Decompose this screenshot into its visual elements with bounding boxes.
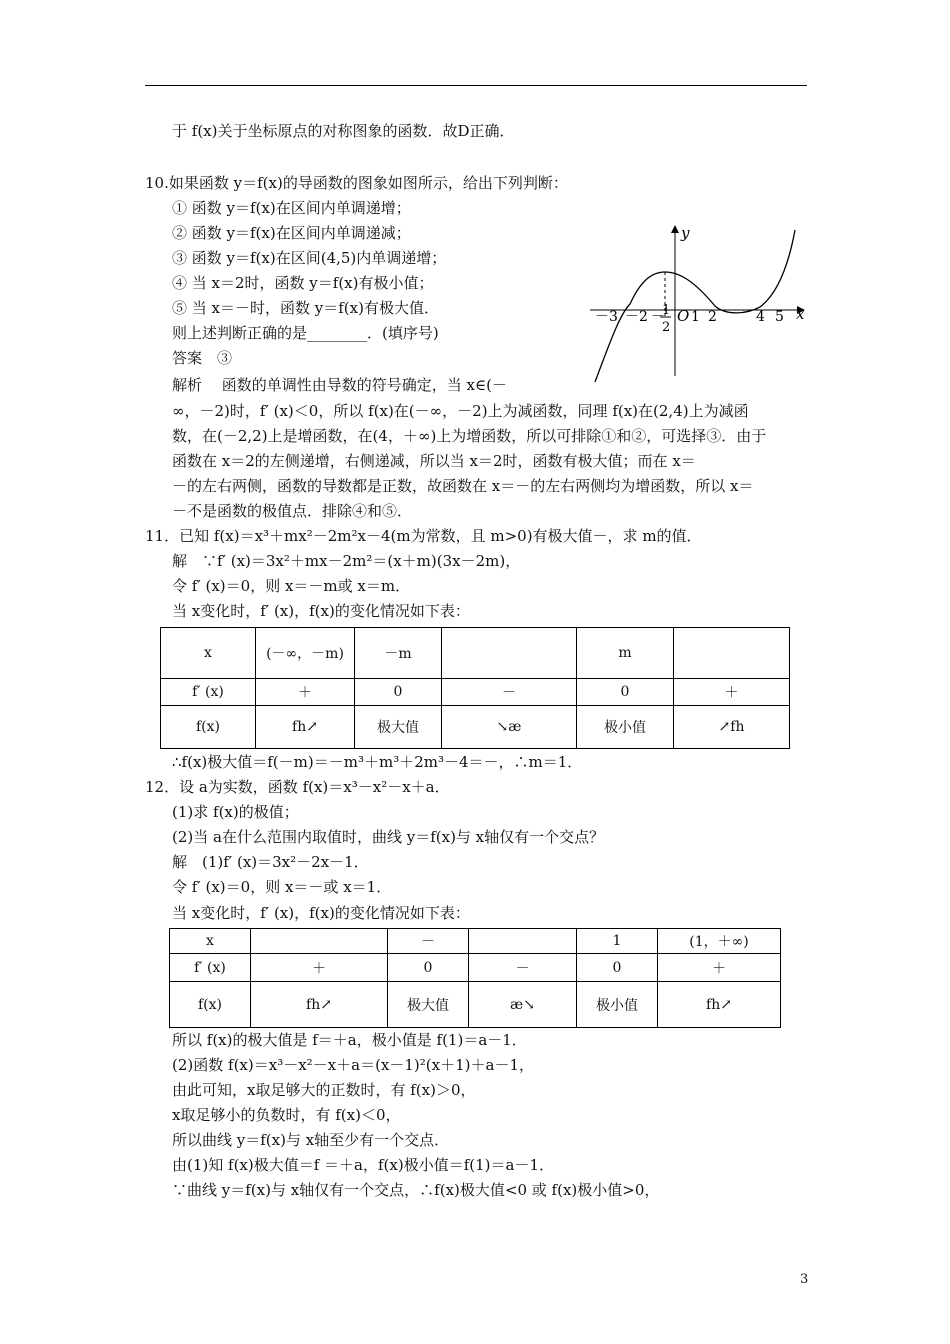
table-cell: 极大值 (388, 982, 469, 1028)
table-cell: 0 (388, 954, 469, 982)
text-line: 由(1)知 f(x)极大值＝f ＝＋a，f(x)极小值＝f(1)＝a－1． (172, 1156, 554, 1174)
text-line: ④ 当 x＝2时，函数 y＝f(x)有极小值； (172, 274, 434, 292)
table-cell: f(x) (170, 982, 251, 1028)
table-cell: ＋ (674, 679, 790, 706)
table-cell: － (442, 679, 577, 706)
table-cell: 0 (355, 679, 442, 706)
text-line: 解 ∵f′ (x)＝3x²＋mx－2m²＝(x＋m)(3x－2m)， (172, 552, 521, 570)
table-cell: fh↗ (658, 982, 781, 1028)
table-cell: f′ (x) (170, 954, 251, 982)
text-line: 于 f(x)关于坐标原点的对称图象的函数．故D正确． (172, 122, 515, 140)
problem-11-title: 11．已知 f(x)＝x³＋mx²－2m²x－4(m为常数，且 m>0)有极大值－，求 m的值． (145, 527, 702, 545)
text-line: 当 x变化时，f′ (x)，f(x)的变化情况如下表： (172, 904, 470, 922)
text-line: 所以 f(x)的极大值是 f＝＋a，极小值是 f(1)＝a－1． (172, 1031, 527, 1049)
tick-label: 2 (708, 309, 717, 325)
table-cell: － (388, 929, 469, 954)
table-cell: 1 (577, 929, 658, 954)
table-cell: 极小值 (577, 982, 658, 1028)
text-line: 令 f′ (x)＝0，则 x＝－m或 x＝m． (172, 577, 411, 595)
tick-label: 4 (756, 309, 765, 325)
table-cell: fh↗ (251, 982, 388, 1028)
text-line: ∴f(x)极大值＝f(－m)＝－m³＋m³＋2m³－4＝－，∴m＝1． (172, 753, 583, 771)
problem-10-title: 10.如果函数 y＝f(x)的导函数的图象如图所示，给出下列判断： (145, 174, 568, 192)
text-line: 当 x变化时，f′ (x)，f(x)的变化情况如下表： (172, 602, 470, 620)
y-label: y (681, 224, 690, 242)
page-number: 3 (800, 1272, 809, 1287)
header-rule (145, 85, 807, 86)
text-line: 令 f′ (x)＝0，则 x＝－或 x＝1． (172, 878, 392, 896)
table-cell (674, 628, 790, 679)
text-line: ② 函数 y＝f(x)在区间内单调递减； (172, 224, 411, 242)
text-line: ∵曲线 y＝f(x)与 x轴仅有一个交点，∴f(x)极大值<0 或 f(x)极小值>0， (172, 1181, 660, 1199)
text-line: (2)当 a在什么范围内取值时，曲线 y＝f(x)与 x轴仅有一个交点？ (172, 828, 605, 846)
text-line: x取足够小的负数时，有 f(x)＜0， (172, 1106, 401, 1124)
text-line: －的左右两侧，函数的导数都是正数，故函数在 x＝－的左右两侧均为增函数，所以 x＝ (172, 477, 754, 495)
tick-label: 2 (662, 320, 671, 335)
tick-label: －2 (625, 309, 648, 325)
table-cell: －m (355, 628, 442, 679)
problem-12-title: 12．设 a为实数，函数 f(x)＝x³－x²－x＋a． (145, 778, 450, 796)
text-line: －不是函数的极值点．排除④和⑤． (172, 502, 413, 520)
text-line: (2)函数 f(x)＝x³－x²－x＋a＝(x－1)²(x＋1)＋a－1， (172, 1056, 534, 1074)
x-label: x (796, 305, 805, 323)
text-line: 由此可知，x取足够大的正数时，有 f(x)＞0， (172, 1081, 476, 1099)
tick-label: － (651, 309, 665, 325)
text-line: ③ 函数 y＝f(x)在区间(4,5)内单调递增； (172, 249, 447, 267)
table-cell: x (170, 929, 251, 954)
table-cell: fh↗ (256, 706, 355, 749)
text-line: 函数在 x＝2的左侧递增，右侧递减，所以当 x＝2时，函数有极大值；而在 x＝ (172, 452, 696, 470)
table-cell: æ↘ (469, 982, 577, 1028)
table-cell: 极小值 (577, 706, 674, 749)
y-axis-arrow (671, 225, 679, 233)
text-line: 所以曲线 y＝f(x)与 x轴至少有一个交点． (172, 1131, 450, 1149)
table-cell: x (161, 628, 256, 679)
table-cell: ↗fh (674, 706, 790, 749)
table-cell: 0 (577, 954, 658, 982)
table-cell: f(x) (161, 706, 256, 749)
text-line: ① 函数 y＝f(x)在区间内单调递增； (172, 199, 411, 217)
table-cell: f′ (x) (161, 679, 256, 706)
table-cell (442, 628, 577, 679)
origin-label: O (677, 307, 690, 325)
table-cell: m (577, 628, 674, 679)
text-line: 解析 函数的单调性由导数的符号确定，当 x∈(－ (172, 376, 507, 394)
tick-label: 5 (775, 309, 784, 325)
answer-line: 答案 ③ (172, 349, 233, 367)
tick-label: 1 (691, 309, 700, 325)
tick-label: 1 (662, 303, 671, 318)
table-cell: 极大值 (355, 706, 442, 749)
variation-table-1 (160, 627, 790, 749)
text-line: ⑤ 当 x＝－时，函数 y＝f(x)有极大值． (172, 299, 439, 317)
text-line: 则上述判断正确的是________．(填序号) (172, 324, 439, 342)
text-line: 解 (1)f′ (x)＝3x²－2x－1． (172, 853, 369, 871)
text-line: (1)求 f(x)的极值； (172, 803, 299, 821)
table-cell: 0 (577, 679, 674, 706)
variation-table-2 (169, 928, 781, 1028)
text-line: ∞，－2)时，f′ (x)＜0，所以 f(x)在(－∞，－2)上为减函数，同理 f(x)在(2,4)上为减函 (172, 402, 749, 420)
tick-label: －3 (595, 309, 618, 325)
table-cell: (－∞，－m) (256, 628, 355, 679)
table-cell: ＋ (251, 954, 388, 982)
table-cell: (1，＋∞) (658, 929, 781, 954)
table-cell (251, 929, 388, 954)
table-cell: － (469, 954, 577, 982)
table-cell: ↘æ (442, 706, 577, 749)
table-cell: ＋ (256, 679, 355, 706)
derivative-graph (585, 222, 810, 382)
table-cell: ＋ (658, 954, 781, 982)
text-line: 数，在(－2,2)上是增函数，在(4，＋∞)上为增函数，所以可排除①和②，可选择③．由于 (172, 427, 767, 445)
derivative-curve (595, 230, 795, 382)
table-cell (469, 929, 577, 954)
